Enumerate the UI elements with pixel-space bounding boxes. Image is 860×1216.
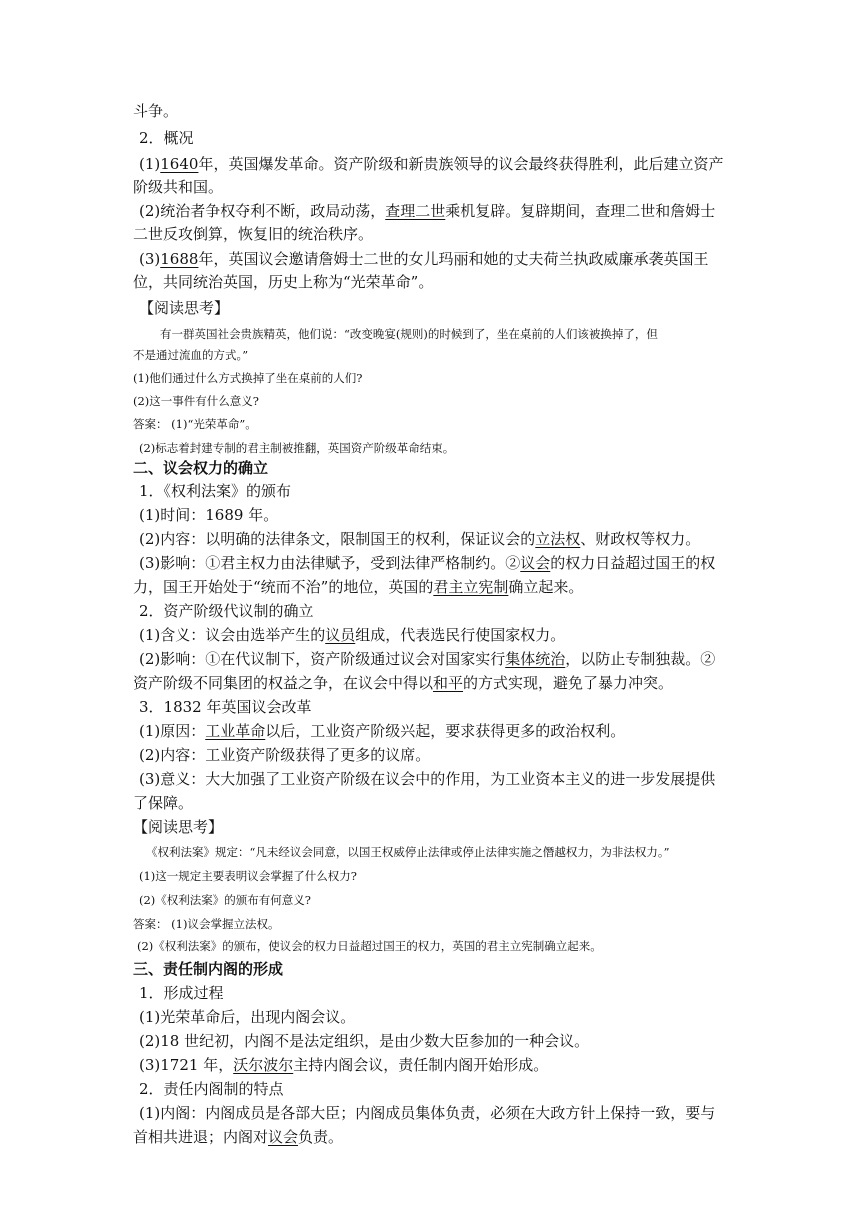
text-segment: 斗争。 <box>133 102 179 120</box>
text-segment: (1)光荣革命后，出现内阁会议。 <box>139 1008 356 1026</box>
question-line <box>133 368 362 388</box>
reading-heading <box>139 297 229 319</box>
text-segment: (2)标志着封建专制的君主制被推翻，英国资产阶级革命结束。 <box>139 441 455 455</box>
underlined-term: 沃尔波尔 <box>233 1056 294 1074</box>
text-segment: 以后，工业资产阶级兴起，要求获得更多的政治权利。 <box>265 722 626 740</box>
text-segment: (1)原因： <box>139 722 206 740</box>
text-segment: 2．资产阶级代议制的确立 <box>139 602 314 620</box>
text-segment: 、财政权等权力。 <box>580 530 701 548</box>
text-line <box>133 223 373 245</box>
quote-line <box>133 345 248 365</box>
text-segment: (1) <box>139 155 161 173</box>
text-segment: 首相共进退；内阁对 <box>133 1128 269 1146</box>
text-segment: 三、责任制内阁的形成 <box>133 960 284 978</box>
subsection-heading <box>139 480 291 502</box>
text-segment: 乘机复辟。复辟期间，查理二世和詹姆士 <box>445 202 716 220</box>
question-line <box>133 391 259 411</box>
text-line <box>139 1102 715 1124</box>
text-line <box>139 1054 548 1076</box>
quote-line <box>146 842 670 862</box>
text-segment: 的权力日益超过国王的权 <box>550 554 716 572</box>
text-line <box>139 1006 355 1028</box>
text-segment: 确立起来。 <box>508 578 584 596</box>
text-line <box>139 624 565 646</box>
text-segment: 1．《权利法案》的颁布 <box>139 482 292 500</box>
text-line <box>139 1030 589 1052</box>
text-segment: 年，英国爆发革命。资产阶级和新贵族领导的议会最终获得胜利，此后建立资产 <box>198 155 724 173</box>
text-segment: 力，国王开始处于“统而不治”的地位，英国的 <box>133 578 434 596</box>
text-line <box>139 504 278 526</box>
text-segment: (2)《权利法案》的颁布有何意义? <box>139 893 311 907</box>
subsection-heading <box>139 696 312 718</box>
underlined-term: 议会 <box>268 1128 299 1146</box>
text-segment: 【阅读思考】 <box>139 299 230 317</box>
underlined-term: 立法权 <box>535 530 581 548</box>
text-segment: 年，英国议会邀请詹姆士二世的女儿玛丽和她的丈夫荷兰执政威廉承袭英国王 <box>198 250 709 268</box>
text-segment: (3) <box>139 250 161 268</box>
text-line <box>133 672 673 694</box>
text-segment: 位，共同统治英国，历史上称为“光荣革命”。 <box>133 273 434 291</box>
text-segment: (2)这一事件有什么意义? <box>133 394 259 408</box>
text-segment: 了保障。 <box>133 794 194 812</box>
text-line <box>133 176 223 198</box>
subsection-heading <box>139 1078 284 1100</box>
text-line <box>133 100 178 122</box>
text-line <box>139 648 715 670</box>
text-segment: 主持内阁会议，责任制内阁开始形成。 <box>293 1056 549 1074</box>
text-segment: 【阅读思考】 <box>133 818 224 836</box>
section-heading <box>133 958 283 980</box>
text-line <box>139 153 723 175</box>
text-segment: (3)影响：①君主权力由法律赋予，受到法律严格制约。② <box>139 554 521 572</box>
answer-line <box>133 414 257 434</box>
text-segment: 《权利法案》规定：“凡未经议会同意，以国王权威停止法律或停止法律实施之僭越权力，为非法权力。” <box>146 845 670 859</box>
text-segment: 二、议会权力的确立 <box>133 459 269 477</box>
section-heading <box>133 457 268 479</box>
underlined-term: 工业革命 <box>205 722 266 740</box>
text-line <box>133 576 583 598</box>
text-segment: (1)时间：1689 年。 <box>139 506 279 524</box>
text-line <box>139 248 708 270</box>
text-segment: 资产阶级不同集团的权益之争，在议会中得以 <box>133 674 434 692</box>
text-segment: 不是通过流血的方式。” <box>133 348 249 362</box>
text-segment: 二世反攻倒算，恢复旧的统治秩序。 <box>133 225 374 243</box>
text-segment: (2)18 世纪初，内阁不是法定组织，是由少数大臣参加的一种会议。 <box>139 1032 590 1050</box>
text-segment: 的方式实现，避免了暴力冲突。 <box>463 674 674 692</box>
question-line <box>139 866 357 886</box>
underlined-term: 议员 <box>325 626 356 644</box>
text-segment: (3)1721 年， <box>139 1056 234 1074</box>
text-segment: (2)内容：工业资产阶级获得了更多的议席。 <box>139 746 431 764</box>
text-segment: (1)含义：议会由选举产生的 <box>139 626 326 644</box>
text-line <box>139 768 715 790</box>
text-line <box>133 792 193 814</box>
text-segment: 2．责任内阁制的特点 <box>139 1080 284 1098</box>
text-line <box>139 528 700 550</box>
text-segment: (2)内容：以明确的法律条文，限制国王的权利，保证议会的 <box>139 530 536 548</box>
answer-line <box>137 936 602 956</box>
text-segment: 阶级共和国。 <box>133 178 224 196</box>
text-segment: (3)意义：大大加强了工业资产阶级在议会中的作用，为工业资本主义的进一步发展提供 <box>139 770 716 788</box>
text-segment: (2)统治者争权夺利不断，政局动荡， <box>139 202 386 220</box>
underlined-term: 查理二世 <box>385 202 446 220</box>
underlined-term: 1688 <box>160 250 199 268</box>
subsection-heading <box>139 600 314 622</box>
text-line <box>139 744 430 766</box>
underlined-term: 和平 <box>433 674 464 692</box>
underlined-term: 1640 <box>160 155 199 173</box>
text-segment: 有一群英国社会贵族精英，他们说：“改变晚宴(规则)的时候到了，坐在桌前的人们该被换掉了，但 <box>160 327 658 341</box>
underlined-term: 君主立宪制 <box>433 578 509 596</box>
subsection-heading <box>139 127 194 149</box>
underlined-term: 集体统治 <box>505 650 566 668</box>
reading-heading <box>133 816 223 838</box>
text-segment: 负责。 <box>298 1128 344 1146</box>
text-segment: 1．形成过程 <box>139 984 224 1002</box>
text-line <box>139 200 715 222</box>
text-segment: (2)影响：①在代议制下，资产阶级通过议会对国家实行 <box>139 650 506 668</box>
subsection-heading <box>139 982 224 1004</box>
text-segment: 答案： (1)“光荣革命”。 <box>133 417 257 431</box>
text-segment: (1)他们通过什么方式换掉了坐在桌前的人们? <box>133 371 363 385</box>
quote-line <box>160 324 658 344</box>
text-segment: 3．1832 年英国议会改革 <box>139 698 312 716</box>
text-line <box>133 271 433 293</box>
text-segment: ，以防止专制独裁。② <box>565 650 716 668</box>
question-line <box>139 890 311 910</box>
text-segment: (1)内阁：内阁成员是各部大臣；内阁成员集体负责，必须在大政方针上保持一致，要与 <box>139 1104 716 1122</box>
answer-line <box>133 914 279 934</box>
text-segment: 组成，代表选民行使国家权力。 <box>355 626 566 644</box>
text-segment: (1)这一规定主要表明议会掌握了什么权力? <box>139 869 357 883</box>
text-segment: 2．概况 <box>139 129 194 147</box>
underlined-term: 议会 <box>520 554 551 572</box>
answer-line <box>139 438 454 458</box>
text-line <box>133 1126 343 1148</box>
text-line <box>139 552 715 574</box>
text-line <box>139 720 625 742</box>
text-segment: 答案： (1)议会掌握立法权。 <box>133 917 280 931</box>
text-segment: (2)《权利法案》的颁布，使议会的权力日益超过国王的权力，英国的君主立宪制确立起来。 <box>137 939 602 953</box>
